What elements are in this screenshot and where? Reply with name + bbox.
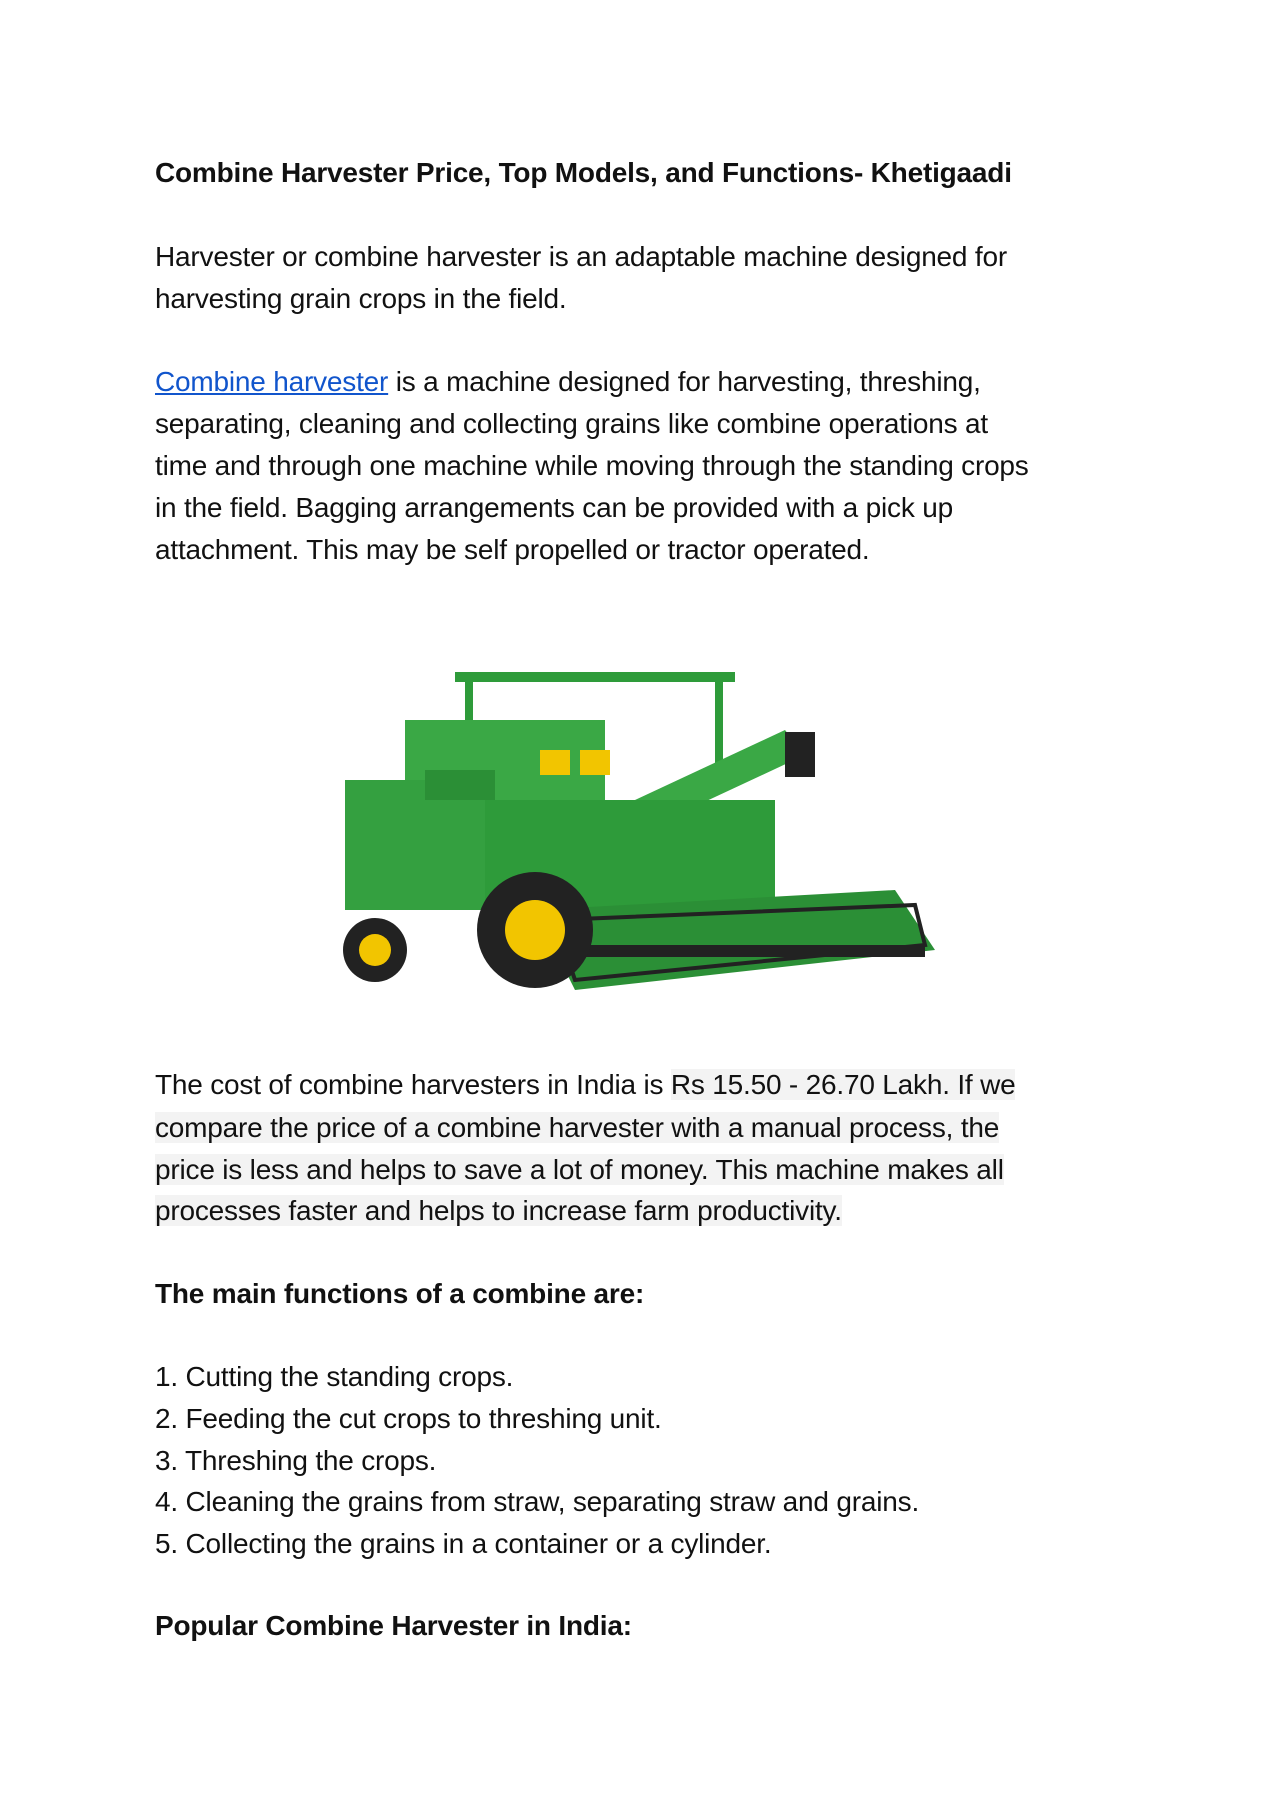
combine-harvester-image xyxy=(335,660,950,1025)
cost-text: The cost of combine harvesters in India is xyxy=(155,1069,671,1100)
cost-line: price is less and helps to save a lot of money. This machine makes all xyxy=(155,1154,1004,1185)
price-range-highlight: Rs 15.50 - 26.70 Lakh. If we xyxy=(670,1069,1016,1100)
para2-line: time and through one machine while moving through the standing crops xyxy=(155,450,1029,481)
combine-harvester-link[interactable]: Combine harvester xyxy=(155,366,389,397)
list-item: 4. Cleaning the grains from straw, separating straw and grains. xyxy=(155,1486,920,1517)
popular-heading: Popular Combine Harvester in India: xyxy=(155,1610,632,1641)
para2-line: in the field. Bagging arrangements can be provided with a pick up xyxy=(155,492,953,523)
intro-line: Harvester or combine harvester is an adaptable machine designed for xyxy=(155,241,1007,272)
functions-heading: The main functions of a combine are: xyxy=(155,1278,645,1309)
para2-line: separating, cleaning and collecting grains like combine operations at xyxy=(155,408,988,439)
para2-line xyxy=(155,361,981,403)
list-item: 1. Cutting the standing crops. xyxy=(155,1361,514,1392)
para2-line: attachment. This may be self propelled or tractor operated. xyxy=(155,534,870,565)
list-item: 5. Collecting the grains in a container or a cylinder. xyxy=(155,1528,772,1559)
para2-text: is a machine designed for harvesting, threshing, xyxy=(388,366,981,397)
list-item: 3. Threshing the crops. xyxy=(155,1445,437,1476)
cost-line xyxy=(155,1064,1015,1106)
cost-line: processes faster and helps to increase farm productivity. xyxy=(155,1195,842,1226)
intro-line: harvesting grain crops in the field. xyxy=(155,283,567,314)
list-item: 2. Feeding the cut crops to threshing unit. xyxy=(155,1403,662,1434)
page-title: Combine Harvester Price, Top Models, and Functions- Khetigaadi xyxy=(155,157,1012,188)
cost-line: compare the price of a combine harvester with a manual process, the xyxy=(155,1112,1000,1143)
